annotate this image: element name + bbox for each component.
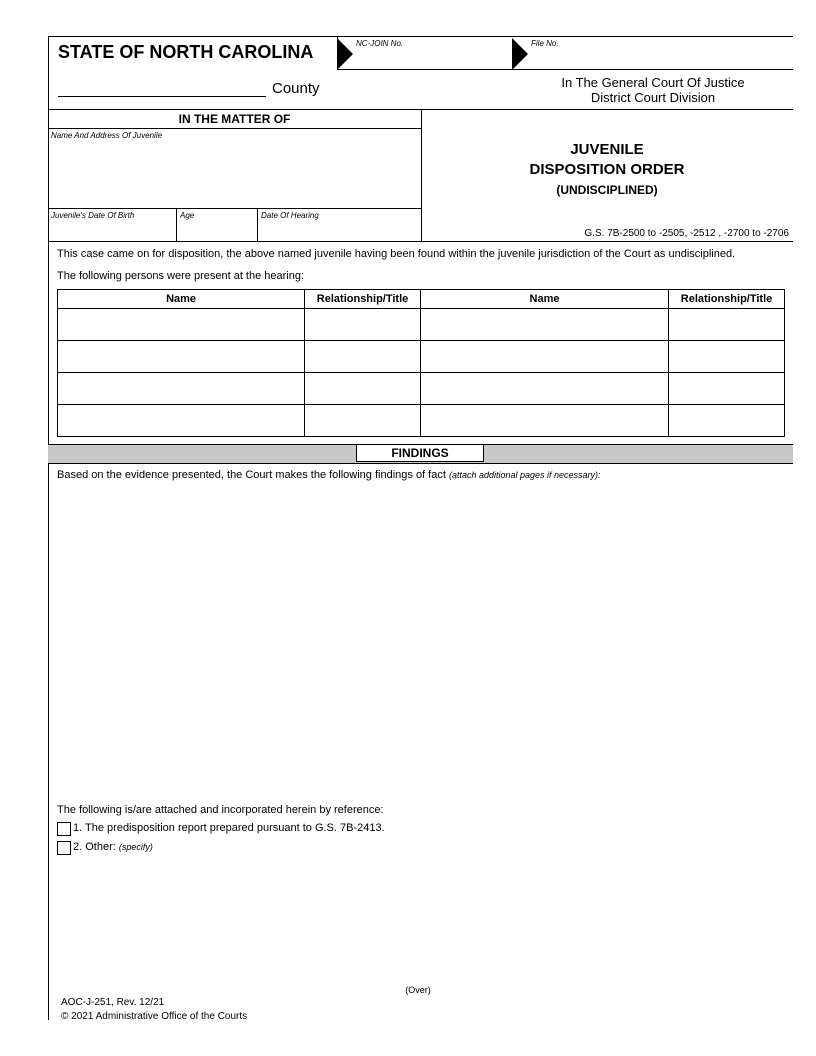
form-title-line1: JUVENILE [570,141,644,158]
form-number: AOC-J-251, Rev. 12/21 [61,997,165,1008]
county-label: County [272,80,320,97]
name-address-field[interactable] [51,142,416,206]
name-address-label: Name And Address Of Juvenile [51,131,163,140]
person-name-cell[interactable] [420,309,668,341]
file-no-label: File No. [531,39,559,48]
county-field[interactable] [58,82,266,97]
person-name-cell[interactable] [58,373,305,405]
court-line-2: District Court Division [590,90,716,105]
hearing-date-field[interactable] [261,222,418,239]
attachment-item-2 [73,841,153,853]
left-border [48,36,49,1020]
predisposition-report-checkbox[interactable] [57,822,71,836]
relationship-cell[interactable] [669,373,785,405]
relationship-cell[interactable] [305,341,421,373]
col-name-1: Name [58,290,305,309]
top-border [48,36,793,37]
relationship-cell[interactable] [305,405,421,437]
hearing-date-label: Date Of Hearing [261,211,319,220]
person-name-cell[interactable] [58,341,305,373]
col-relationship-1: Relationship/Title [305,290,421,309]
findings-intro-text: Based on the evidence presented, the Court makes the following findings of fact [57,469,446,481]
findings-intro-note: (attach additional pages if necessary): [448,470,601,480]
form-title-line2: DISPOSITION ORDER [529,161,685,178]
relationship-cell[interactable] [305,309,421,341]
table-row [58,341,785,373]
nc-join-label: NC-JOIN No. [356,39,404,48]
relationship-cell[interactable] [305,373,421,405]
age-label: Age [180,211,195,220]
findings-intro [57,469,601,481]
attachment-item-2-note: (specify) [118,842,153,852]
file-no-arrow-icon [512,38,528,70]
age-field[interactable] [180,222,254,239]
copyright: © 2021 Administrative Office of the Courts [61,1011,248,1022]
person-name-cell[interactable] [420,373,668,405]
nc-join-field[interactable] [356,50,506,68]
dob-row-line [48,208,421,209]
file-no-field[interactable] [531,50,786,68]
over-label: (Over) [405,985,431,995]
court-line-1: In The General Court Of Justice [561,75,745,90]
findings-heading: FINDINGS [356,444,484,462]
state-title: STATE OF NORTH CAROLINA [58,42,314,62]
table-row [58,309,785,341]
dob-field[interactable] [51,222,173,239]
table-row [58,373,785,405]
matter-title-line [48,128,421,129]
attachment-item-1: 1. The predisposition report prepared pursuant to G.S. 7B-2413. [73,822,385,834]
header-mid-line [337,69,793,70]
dob-label: Juvenile's Date Of Birth [51,211,135,220]
age-divider [257,208,258,241]
header-divider [337,36,338,69]
present-text: The following persons were present at the hearing: [57,270,305,282]
relationship-cell[interactable] [669,405,785,437]
disposition-text: This case came on for disposition, the above named juvenile having been found within the juvenile jurisdiction of the Court as undisciplined. [57,248,736,260]
statute-reference: G.S. 7B-2500 to -2505, -2512 , -2700 to -2706 [584,228,789,239]
persons-table [57,289,785,437]
form-title-line3: (UNDISCIPLINED) [556,183,658,197]
table-row [58,405,785,437]
person-name-cell[interactable] [58,309,305,341]
col-name-2: Name [420,290,668,309]
col-relationship-2: Relationship/Title [669,290,785,309]
title-bottom-line [48,241,793,242]
person-name-cell[interactable] [58,405,305,437]
attachments-intro: The following is/are attached and incorporated herein by reference: [57,804,384,816]
other-attachment-checkbox[interactable] [57,841,71,855]
person-name-cell[interactable] [420,405,668,437]
relationship-cell[interactable] [669,309,785,341]
table-header-row [58,290,785,309]
attachment-item-2-text: 2. Other: [73,841,116,853]
person-name-cell[interactable] [420,341,668,373]
findings-field[interactable] [57,488,787,796]
dob-divider [176,208,177,241]
matter-title: IN THE MATTER OF [178,112,291,126]
other-specify-field[interactable] [73,857,788,967]
relationship-cell[interactable] [669,341,785,373]
nc-join-arrow-icon [337,38,353,70]
